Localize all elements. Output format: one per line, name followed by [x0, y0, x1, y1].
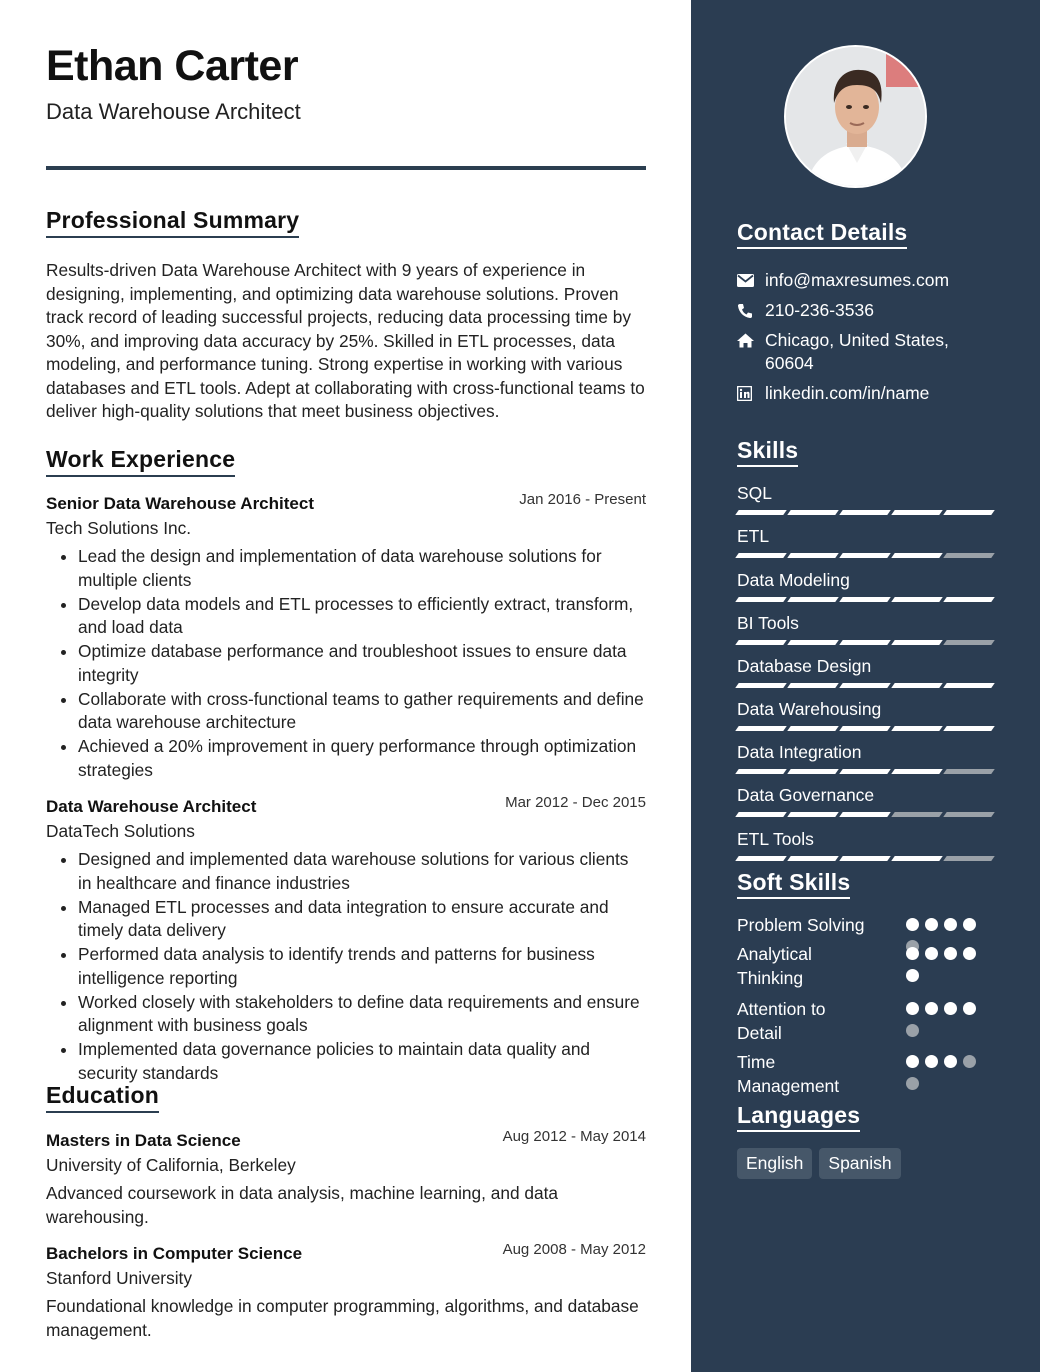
- home-icon: [737, 329, 765, 352]
- job-bullets: [46, 848, 646, 1085]
- skill-name: Data Integration: [737, 742, 862, 762]
- job-entry: [46, 491, 646, 783]
- job-date: Jan 2016 - Present: [519, 491, 646, 508]
- skill-level-segment: [787, 812, 839, 817]
- experience-heading: Work Experience: [46, 446, 235, 477]
- soft-skill-dot: [906, 918, 919, 931]
- job-bullet: • Lead the design and implementation of data warehouse solutions for multiple clients: [78, 545, 646, 592]
- job-bullets: [46, 545, 646, 782]
- job-title: Senior Data Warehouse Architect: [46, 494, 314, 513]
- skill-level-segment: [891, 597, 943, 602]
- skill-name: ETL Tools: [737, 829, 814, 849]
- skill-level-segment: [735, 726, 787, 731]
- skill-level-segment: [735, 597, 787, 602]
- summary-heading: Professional Summary: [46, 207, 299, 238]
- skill-level-segment: [943, 597, 995, 602]
- soft-skill-dot: [906, 1077, 919, 1090]
- soft-skill-dot: [944, 1002, 957, 1015]
- skill-item: [737, 699, 997, 731]
- skill-level-segment: [943, 856, 995, 861]
- soft-skill-dot: [925, 918, 938, 931]
- soft-skill-item: [737, 998, 997, 1045]
- skill-name: Data Modeling: [737, 570, 850, 590]
- skill-level-segment: [891, 856, 943, 861]
- education-date: Aug 2012 - May 2014: [502, 1128, 646, 1145]
- soft-skill-dot: [906, 969, 919, 982]
- skill-level-segment: [735, 640, 787, 645]
- skill-level-segment: [787, 769, 839, 774]
- skill-level-segment: [839, 597, 891, 602]
- skill-level-segment: [943, 726, 995, 731]
- skill-level-segment: [839, 553, 891, 558]
- soft-skills-heading: Soft Skills: [737, 869, 850, 899]
- soft-skill-dot: [944, 918, 957, 931]
- header-divider: [46, 166, 646, 170]
- contact-linkedin[interactable]: [737, 382, 1007, 405]
- candidate-name: Ethan Carter: [46, 42, 299, 90]
- skill-level-segment: [891, 769, 943, 774]
- job-title: Data Warehouse Architect: [46, 797, 257, 816]
- skill-name: Database Design: [737, 656, 872, 676]
- skill-level-segment: [787, 640, 839, 645]
- skill-level-segment: [839, 640, 891, 645]
- skill-level-segment: [787, 683, 839, 688]
- sidebar: [691, 0, 1040, 1372]
- skill-item: [737, 613, 997, 645]
- soft-skill-name: Attention to Detail: [737, 999, 826, 1043]
- skill-level-segment: [735, 769, 787, 774]
- skill-item: [737, 570, 997, 602]
- education-entry: [46, 1241, 646, 1342]
- skill-name: ETL: [737, 526, 770, 546]
- skill-level-bar: [737, 726, 997, 731]
- phone-icon: [737, 299, 765, 322]
- skill-name: SQL: [737, 483, 773, 503]
- job-company: Tech Solutions Inc.: [46, 518, 192, 538]
- skill-item: [737, 656, 997, 688]
- skill-item: [737, 829, 997, 861]
- skill-level-bar: [737, 812, 997, 817]
- job-date: Mar 2012 - Dec 2015: [505, 794, 646, 811]
- degree-title: Masters in Data Science: [46, 1131, 241, 1150]
- education-date: Aug 2008 - May 2012: [502, 1241, 646, 1258]
- education-description: Advanced coursework in data analysis, machine learning, and data warehousing.: [46, 1183, 559, 1227]
- skill-item: [737, 742, 997, 774]
- skill-level-segment: [943, 683, 995, 688]
- skill-level-segment: [735, 856, 787, 861]
- soft-skill-dots: [906, 1002, 982, 1037]
- skill-name: Data Warehousing: [737, 699, 882, 719]
- soft-skill-dot: [906, 1002, 919, 1015]
- degree-title: Bachelors in Computer Science: [46, 1244, 303, 1263]
- skill-level-segment: [787, 726, 839, 731]
- skill-level-segment: [943, 769, 995, 774]
- contact-heading: Contact Details: [737, 219, 907, 249]
- skill-level-segment: [891, 683, 943, 688]
- email-text[interactable]: info@maxresumes.com: [765, 270, 950, 290]
- skill-level-segment: [839, 510, 891, 515]
- languages-heading: Languages: [737, 1102, 860, 1132]
- job-bullet: • Achieved a 20% improvement in query performance through optimization strategies: [78, 735, 646, 782]
- job-entry: [46, 794, 646, 1086]
- language-list: [737, 1148, 901, 1179]
- summary-text: Results-driven Data Warehouse Architect with 9 years of experience in designing, implementing, and optimizing data warehouse solutions. Proven track record of leading successful projects, reducing data processing time by 30%, and improving data accuracy by 25%. Skilled in ETL processes, data modeling, and performance tuning. Strong expertise in working with various databases and ETL tools. Adept at collaborating with cross-functional teams to deliver high-quality solutions that meet business objectives.: [46, 260, 645, 421]
- language-tag: English: [737, 1148, 812, 1179]
- skill-level-segment: [787, 597, 839, 602]
- job-bullet: • Worked closely with stakeholders to define data requirements and ensure alignment with business goals: [78, 991, 646, 1038]
- skill-level-segment: [787, 856, 839, 861]
- profile-photo: [784, 45, 927, 188]
- linkedin-text[interactable]: linkedin.com/in/name: [765, 383, 930, 403]
- soft-skill-name: Analytical Thinking: [737, 944, 812, 988]
- skill-level-segment: [891, 812, 943, 817]
- soft-skill-dot: [963, 1055, 976, 1068]
- skill-level-bar: [737, 683, 997, 688]
- skill-level-segment: [735, 553, 787, 558]
- soft-skill-dot: [963, 947, 976, 960]
- linkedin-icon: [737, 382, 765, 405]
- contact-address: [737, 329, 1007, 375]
- contact-email[interactable]: [737, 269, 1007, 292]
- skill-level-segment: [787, 510, 839, 515]
- soft-skill-dots: [906, 1055, 982, 1090]
- skill-item: [737, 785, 997, 817]
- skill-level-bar: [737, 597, 997, 602]
- skill-level-segment: [891, 726, 943, 731]
- job-bullet: • Implemented data governance policies to maintain data quality and security standards: [78, 1038, 646, 1085]
- skill-level-segment: [891, 510, 943, 515]
- skill-level-segment: [735, 812, 787, 817]
- skill-level-segment: [839, 856, 891, 861]
- soft-skill-dot: [963, 1002, 976, 1015]
- school-name: University of California, Berkeley: [46, 1155, 296, 1175]
- education-description: Foundational knowledge in computer programming, algorithms, and database management.: [46, 1296, 639, 1340]
- soft-skill-dot: [944, 1055, 957, 1068]
- contact-phone[interactable]: [737, 299, 1007, 322]
- soft-skill-item: [737, 943, 997, 990]
- job-bullet: • Optimize database performance and troubleshoot issues to ensure data integrity: [78, 640, 646, 687]
- language-tag: Spanish: [819, 1148, 900, 1179]
- envelope-icon: [737, 269, 765, 292]
- job-bullet: • Collaborate with cross-functional teams to gather requirements and define data warehouse architecture: [78, 688, 646, 735]
- skill-level-segment: [787, 553, 839, 558]
- soft-skill-item: [737, 1051, 997, 1098]
- skills-heading: Skills: [737, 437, 798, 467]
- candidate-title: Data Warehouse Architect: [46, 99, 301, 124]
- skill-level-segment: [839, 812, 891, 817]
- skill-item: [737, 526, 997, 558]
- skill-level-segment: [891, 640, 943, 645]
- soft-skill-dot: [906, 1024, 919, 1037]
- soft-skill-dot: [925, 1055, 938, 1068]
- skill-level-segment: [943, 640, 995, 645]
- skill-level-segment: [891, 553, 943, 558]
- job-bullet: • Develop data models and ETL processes to efficiently extract, transform, and load data: [78, 593, 646, 640]
- soft-skill-name: Time Management: [737, 1052, 840, 1096]
- soft-skill-dot: [963, 918, 976, 931]
- skill-level-segment: [943, 812, 995, 817]
- soft-skill-item: [737, 914, 997, 938]
- address-text: Chicago, United States, 60604: [765, 330, 949, 373]
- job-bullet: • Performed data analysis to identify trends and patterns for business intelligence reporting: [78, 943, 646, 990]
- skill-name: BI Tools: [737, 613, 799, 633]
- soft-skill-dot: [906, 947, 919, 960]
- skill-level-segment: [839, 726, 891, 731]
- skill-level-segment: [735, 510, 787, 515]
- skill-level-bar: [737, 640, 997, 645]
- soft-skill-dot: [906, 1055, 919, 1068]
- soft-skill-dots: [906, 947, 982, 982]
- skill-level-bar: [737, 553, 997, 558]
- skill-name: Data Governance: [737, 785, 875, 805]
- education-entry: [46, 1128, 646, 1229]
- skill-level-segment: [839, 683, 891, 688]
- skill-level-segment: [839, 769, 891, 774]
- education-heading: Education: [46, 1082, 159, 1113]
- school-name: Stanford University: [46, 1268, 192, 1288]
- phone-text[interactable]: 210-236-3536: [765, 300, 874, 320]
- soft-skill-name: Problem Solving: [737, 915, 865, 935]
- skill-level-segment: [943, 553, 995, 558]
- skill-level-segment: [735, 683, 787, 688]
- skill-item: [737, 483, 997, 515]
- skill-level-bar: [737, 856, 997, 861]
- skill-level-bar: [737, 769, 997, 774]
- skill-level-segment: [943, 510, 995, 515]
- soft-skill-dot: [925, 1002, 938, 1015]
- job-bullet: • Managed ETL processes and data integration to ensure accurate and timely data delivery: [78, 896, 646, 943]
- skill-level-bar: [737, 510, 997, 515]
- job-company: DataTech Solutions: [46, 821, 195, 841]
- soft-skill-dot: [944, 947, 957, 960]
- job-bullet: • Designed and implemented data warehouse solutions for various clients in healthcare and finance industries: [78, 848, 646, 895]
- soft-skill-dot: [925, 947, 938, 960]
